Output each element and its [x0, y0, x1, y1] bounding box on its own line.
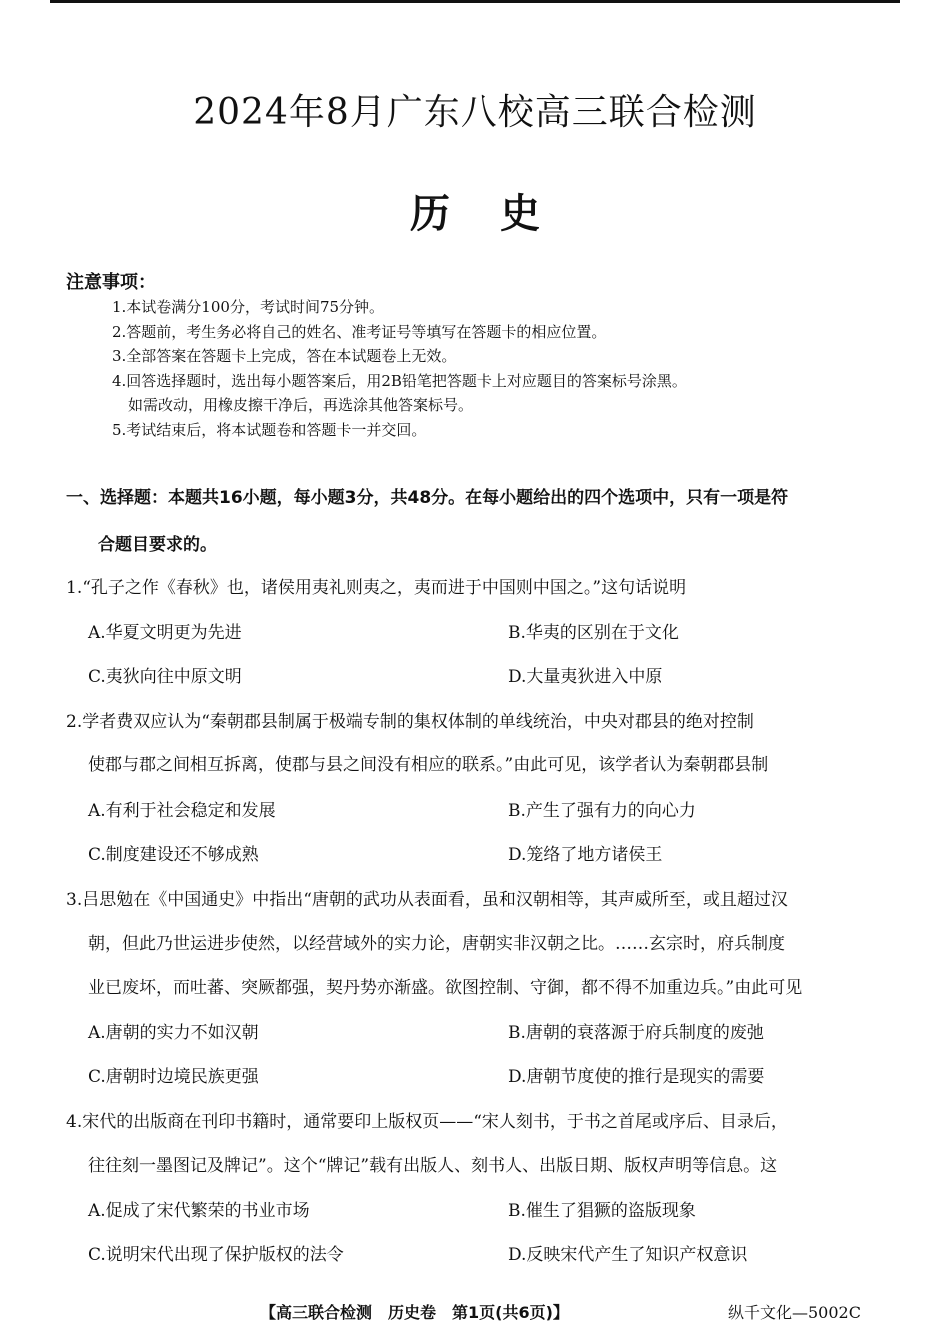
- option-d: D.笼络了地方诸侯王: [508, 845, 663, 865]
- question-stem-line: 4.宋代的出版商在刊印书籍时，通常要印上版权页——“宋人刻书，于书之首尾或序后、目录后，: [66, 1112, 788, 1132]
- section-heading-line2: 合题目要求的。: [98, 535, 217, 555]
- option-c: C.说明宋代出现了保护版权的法令: [88, 1245, 344, 1265]
- exam-title: 2024年8月广东八校高三联合检测: [193, 92, 757, 133]
- notice-item: 3.全部答案在答题卡上完成，答在本试题卷上无效。: [112, 347, 457, 365]
- option-d: D.大量夷狄进入中原: [508, 667, 663, 687]
- notice-list: [112, 295, 902, 442]
- option-b: B.催生了猖獗的盗版现象: [508, 1201, 696, 1221]
- question-stem-line: 往往刻一墨图记及牌记”。这个“牌记”载有出版人、刻书人、出版日期、版权声明等信息。这: [88, 1156, 778, 1176]
- question-stem-line: 业已废坏，而吐蕃、突厥都强，契丹势亦渐盛。欲图控制、守御，都不得不加重边兵。”由此可见: [88, 978, 803, 998]
- option-a: A.唐朝的实力不如汉朝: [88, 1023, 259, 1043]
- option-b: B.唐朝的衰落源于府兵制度的废弛: [508, 1023, 764, 1043]
- footer-publisher-code: 纵千文化—5002C: [728, 1303, 861, 1322]
- option-d: D.唐朝节度使的推行是现实的需要: [508, 1067, 765, 1087]
- section-heading-line1: 一、选择题：本题共16小题，每小题3分，共48分。在每小题给出的四个选项中，只有一项是符: [66, 488, 789, 508]
- notice-item: 如需改动，用橡皮擦干净后，再选涂其他答案标号。: [128, 396, 474, 414]
- question-stem-line: 朝，但此乃世运进步使然，以经营域外的实力论，唐朝实非汉朝之比。……玄宗时，府兵制度: [88, 934, 785, 954]
- option-a: A.华夏文明更为先进: [88, 623, 242, 643]
- question-stem-line: 1.“孔子之作《春秋》也，诸侯用夷礼则夷之，夷而进于中国则中国之。”这句话说明: [66, 578, 687, 598]
- option-b: B.华夷的区别在于文化: [508, 623, 679, 643]
- notice-item: 2.答题前，考生务必将自己的姓名、准考证号等填写在答题卡的相应位置。: [112, 322, 607, 341]
- notice-item: 1.本试卷满分100分，考试时间75分钟。: [112, 298, 385, 316]
- question-stem-line: 3.吕思勉在《中国通史》中指出“唐朝的武功从表面看，虽和汉朝相等，其声威所至，或且超过汉: [66, 890, 788, 910]
- option-b: B.产生了强有力的向心力: [508, 801, 696, 821]
- notice-item: 4.回答选择题时，选出每小题答案后，用2B铅笔把答题卡上对应题目的答案标号涂黑。: [112, 371, 687, 390]
- subject-title: 历史: [410, 191, 590, 237]
- notice-heading: 注意事项：: [66, 272, 156, 293]
- question-stem-line: 使郡与郡之间相互拆离，使郡与县之间没有相应的联系。”由此可见，该学者认为秦朝郡县制: [88, 755, 769, 775]
- option-c: C.夷狄向往中原文明: [88, 667, 242, 687]
- option-a: A.有利于社会稳定和发展: [88, 801, 276, 821]
- option-a: A.促成了宋代繁荣的书业市场: [88, 1201, 310, 1221]
- top-border-line: [50, 0, 900, 3]
- option-d: D.反映宋代产生了知识产权意识: [508, 1245, 748, 1265]
- question-stem-line: 2.学者费双应认为“秦朝郡县制属于极端专制的集权体制的单线统治，中央对郡县的绝对控制: [66, 712, 754, 732]
- option-c: C.唐朝时边境民族更强: [88, 1067, 259, 1087]
- option-c: C.制度建设还不够成熟: [88, 845, 259, 865]
- notice-item: 5.考试结束后，将本试题卷和答题卡一并交回。: [112, 420, 427, 439]
- footer-page-info: 【高三联合检测 历史卷 第1页(共6页)】: [260, 1303, 569, 1322]
